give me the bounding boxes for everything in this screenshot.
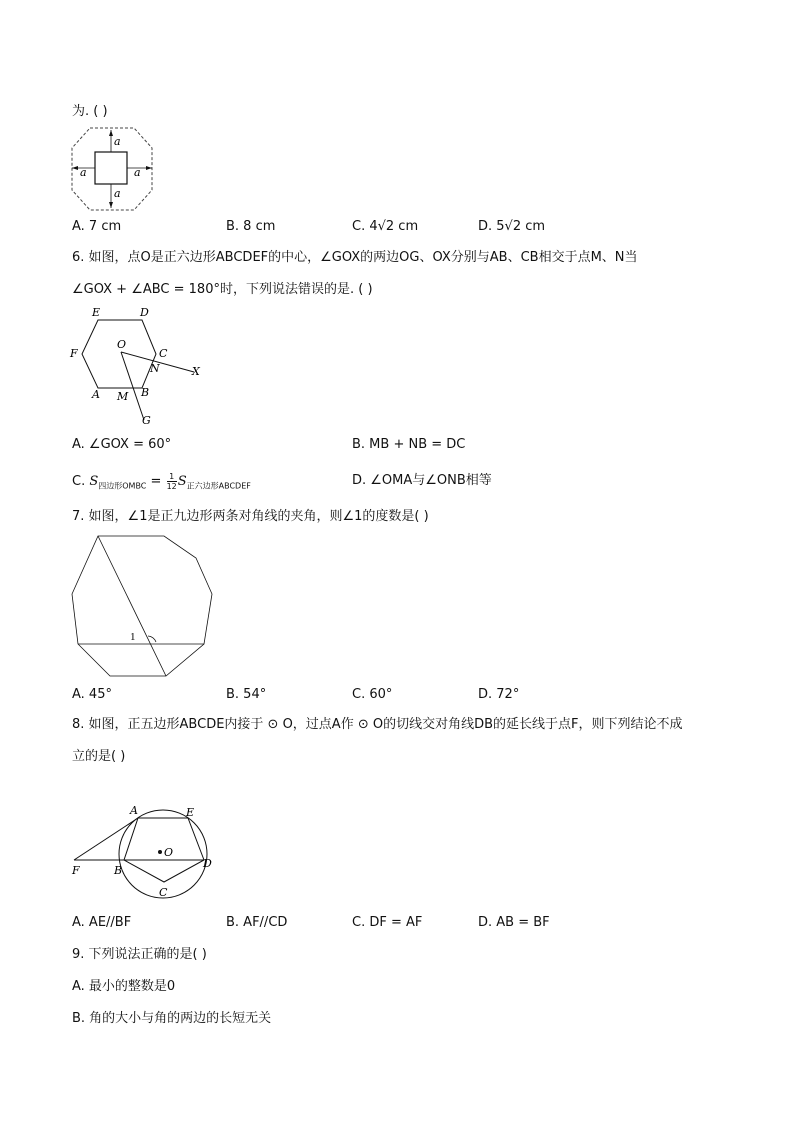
q8-label-F: F bbox=[72, 864, 80, 877]
q7-nonagon-figure bbox=[68, 532, 216, 680]
q9-option-b: B. 角的大小与角的两边的长短无关 bbox=[72, 1011, 272, 1026]
q6-label-C: C bbox=[159, 347, 168, 360]
q5-option-c: C. 4√2 cm bbox=[352, 219, 419, 234]
q8-stem-line2: 立的是( ) bbox=[72, 749, 126, 764]
q7-option-d: D. 72° bbox=[478, 687, 520, 702]
q9-option-a: A. 最小的整数是0 bbox=[72, 979, 176, 994]
q8-label-O: O bbox=[164, 846, 174, 859]
q6-label-M: M bbox=[117, 390, 129, 403]
q8-option-b: B. AF//CD bbox=[226, 915, 288, 930]
q9-stem: 9. 下列说法正确的是( ) bbox=[72, 947, 207, 962]
q6-option-a: A. ∠GOX = 60° bbox=[72, 437, 172, 452]
q6-label-E: E bbox=[92, 306, 101, 319]
q6-option-d: D. ∠OMA与∠ONB相等 bbox=[352, 473, 492, 488]
q6-label-O: O bbox=[117, 338, 127, 351]
q6-label-X: X bbox=[192, 365, 200, 378]
q8-pentagon-circle-figure bbox=[68, 800, 228, 904]
q8-label-B: B bbox=[114, 864, 123, 877]
q7-option-a: A. 45° bbox=[72, 687, 112, 702]
q6-stem-line1: 6. 如图，点O是正六边形ABCDEF的中心，∠GOX的两边OG、OX分别与AB、CB相交于点M、N当 bbox=[72, 250, 638, 265]
q6-option-c: C. $S_{四边形OMBC}$ = $\frac{1}{12}$ $S_{正六边形ABCDEF}$ bbox=[72, 472, 251, 491]
q6-option-b: B. MB + NB = DC bbox=[352, 437, 466, 452]
q7-option-b: B. 54° bbox=[226, 687, 267, 702]
q5-label-left: a bbox=[80, 166, 87, 179]
q8-stem-line1: 8. 如图，正五边形ABCDE内接于 ⊙ O，过点A作 ⊙ O的切线交对角线DB的延长线于点F，则下列结论不成 bbox=[72, 717, 683, 732]
q5-label-bottom: a bbox=[114, 187, 121, 200]
q6-stem-line2: ∠GOX + ∠ABC = 180°时，下列说法错误的是. ( ) bbox=[72, 282, 373, 297]
q6-hexagon-figure bbox=[66, 304, 216, 428]
q5-label-right: a bbox=[134, 166, 141, 179]
q8-label-D: D bbox=[203, 857, 212, 870]
q8-option-d: D. AB = BF bbox=[478, 915, 550, 930]
q8-option-c: C. DF = AF bbox=[352, 915, 423, 930]
q5-option-b: B. 8 cm bbox=[226, 219, 276, 234]
q7-angle-label: 1 bbox=[130, 631, 136, 643]
q6-label-N: N bbox=[150, 362, 160, 375]
q5-option-a: A. 7 cm bbox=[72, 219, 122, 234]
q7-stem: 7. 如图，∠1是正九边形两条对角线的夹角，则∠1的度数是( ) bbox=[72, 509, 429, 524]
q5-octagon-figure bbox=[68, 126, 158, 212]
q5-option-d: D. 5√2 cm bbox=[478, 219, 546, 234]
q8-option-a: A. AE//BF bbox=[72, 915, 132, 930]
q6-label-B: B bbox=[141, 386, 150, 399]
q8-label-E: E bbox=[186, 806, 195, 819]
q8-label-A: A bbox=[130, 804, 138, 817]
q8-label-C: C bbox=[159, 886, 168, 899]
q5-label-top: a bbox=[114, 135, 121, 148]
q5-tail: 为. ( ) bbox=[72, 104, 108, 119]
q6-label-A: A bbox=[92, 388, 100, 401]
q6-label-F: F bbox=[70, 347, 78, 360]
q7-option-c: C. 60° bbox=[352, 687, 393, 702]
q6-label-G: G bbox=[142, 414, 151, 427]
q6-label-D: D bbox=[140, 306, 149, 319]
